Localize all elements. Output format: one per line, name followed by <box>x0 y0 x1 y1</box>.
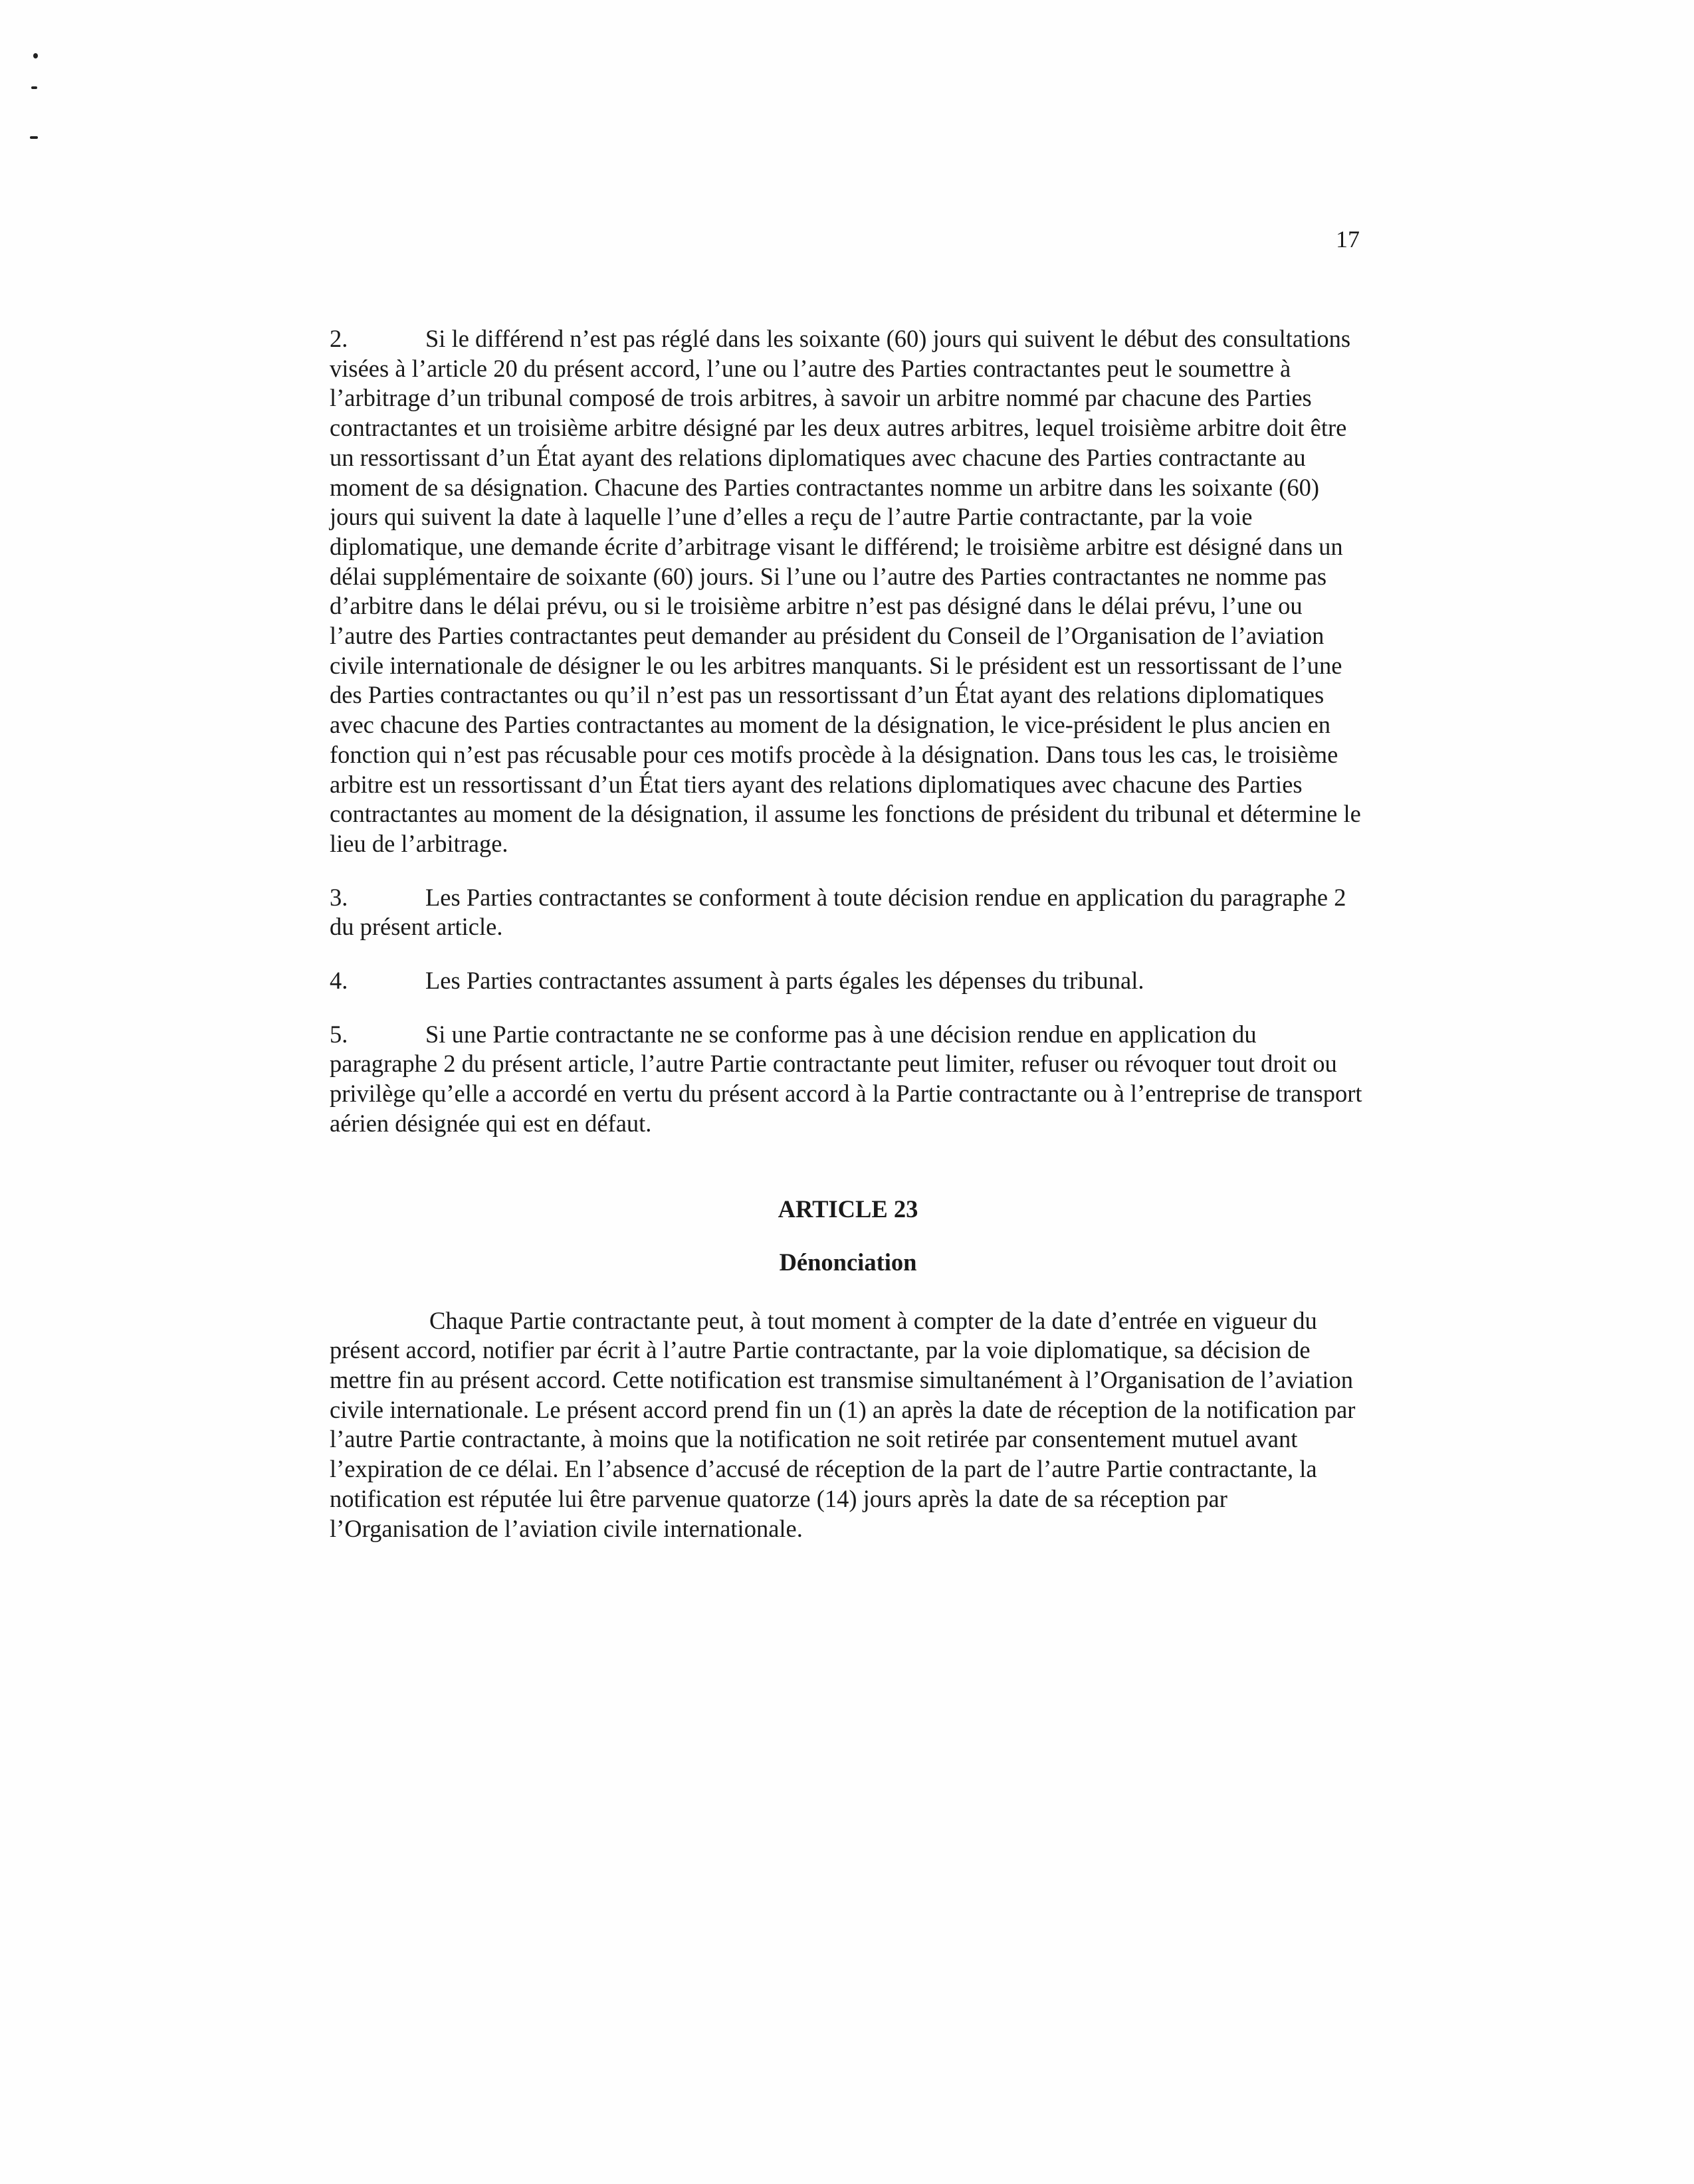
paragraph-5 <box>330 1020 1366 1139</box>
article-subheading: Dénonciation <box>779 1248 917 1276</box>
paragraph-2 <box>330 324 1366 859</box>
scan-artifact-curve <box>30 136 38 139</box>
paragraph-text: Les Parties contractantes assument à parts égales les dépenses du tribunal. <box>425 967 1144 995</box>
paragraph-number: 5. <box>330 1020 348 1048</box>
article-heading: ARTICLE 23 <box>778 1195 918 1223</box>
scan-artifact-dot <box>33 53 38 58</box>
paragraph-text: Si une Partie contractante ne se conforme pas à une décision rendue en application du paragraphe 2 du présent article, l’autre Partie contractante peut limiter, refuser ou révoquer tout droit ou privilège qu’elle a accordé en vertu du présent accord à la Partie contractante ou à l’entreprise de transport aérien désignée qui est en défaut. <box>330 1020 1362 1137</box>
paragraph-number: 3. <box>330 883 348 911</box>
paragraph-number: 4. <box>330 967 348 995</box>
article-paragraph: Chaque Partie contractante peut, à tout moment à compter de la date d’entrée en vigueur du présent accord, notifier par écrit à l’autre Partie contractante, par la voie diplomatique, sa décision de mettre fin au présent accord. Cette notification est transmise simultanément à l’Organisation de l’aviation civile internationale. Le présent accord prend fin un (1) an après la date de réception de la notification par l’autre Partie contractante, à moins que la notification ne soit retirée par consentement mutuel avant l’expiration de ce délai. En l’absence d’accusé de réception de la part de l’autre Partie contractante, la notification est réputée lui être parvenue quatorze (14) jours après la date de sa réception par l’Organisation de l’aviation civile internationale. <box>330 1306 1356 1542</box>
paragraph-number: 2. <box>330 325 348 352</box>
paragraph-3 <box>330 883 1366 942</box>
paragraph-text: Les Parties contractantes se conforment à toute décision rendue en application du paragraphe 2 du présent article. <box>330 883 1346 941</box>
page-number: 17 <box>1336 226 1360 252</box>
paragraph-text: Si le différend n’est pas réglé dans les soixante (60) jours qui suivent le début des consultations visées à l’article 20 du présent accord, l’une ou l’autre des Parties contractantes peut le soumettre à l’arbitrage d’un tribunal composé de trois arbitres, à savoir un arbitre nommé par chacune des Parties contractantes et un troisième arbitre désigné par les deux autres arbitres, lequel troisième arbitre doit être un ressortissant d’un État ayant des relations diplomatiques avec chacune des Parties contractante au moment de sa désignation. Chacune des Parties contractantes nomme un arbitre dans les soixante (60) jours qui suivent la date à laquelle l’une d’elles a reçu de l’autre Partie contractante, par la voie diplomatique, une demande écrite d’arbitrage visant le différend; le troisième arbitre est désigné dans un délai supplémentaire de soixante (60) jours. Si l’une ou l’autre des Parties contractantes ne nomme pas d’arbitre dans le délai prévu, ou si le troisième arbitre n’est pas désigné dans le délai prévu, l’une ou l’autre des Parties contractantes peut demander au président du Conseil de l’Organisation de l’aviation civile internationale de désigner le ou les arbitres manquants. Si le président est un ressortissant de l’une des Parties contractantes ou qu’il n’est pas un ressortissant d’un État ayant des relations diplomatiques avec chacune des Parties contractantes au moment de la désignation, le vice-président le plus ancien en fonction qui n’est pas récusable pour ces motifs procède à la désignation. Dans tous les cas, le troisième arbitre est un ressortissant d’un État tiers ayant des relations diplomatiques avec chacune des Parties contractantes au moment de la désignation, il assume les fonctions de président du tribunal et détermine le lieu de l’arbitrage. <box>330 325 1361 857</box>
scan-artifact-dash <box>31 86 37 89</box>
document-body <box>330 324 1366 1567</box>
paragraph-4 <box>330 966 1366 996</box>
